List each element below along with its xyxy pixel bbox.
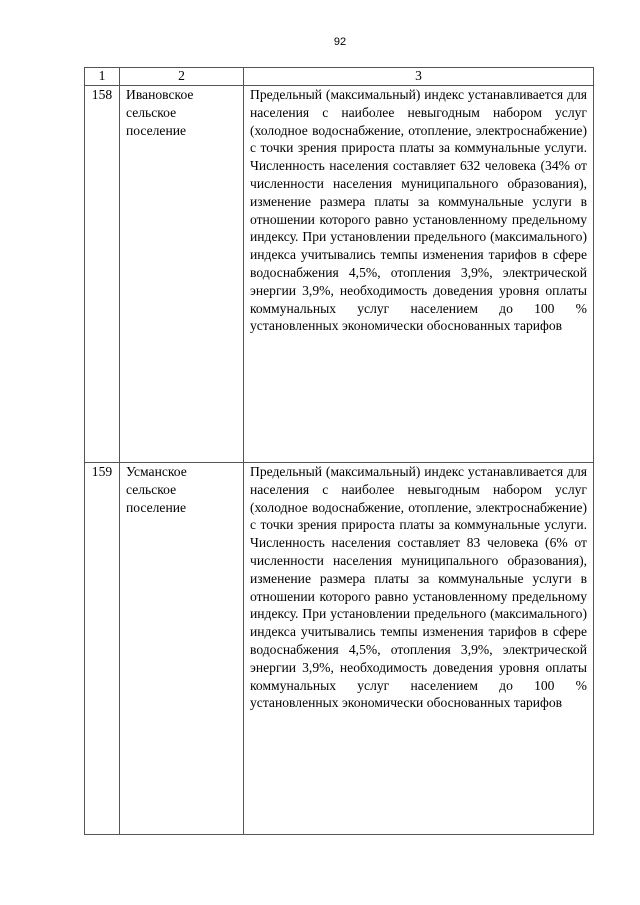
description-text: Предельный (максимальный) индекс устанавливается для населения с наиболее невыгодным набором услуг (холодное водоснабжение, отопление, электроснабжение) с точки зрения прироста платы за коммунальные услуги. Численность населения составляет 83 человека (6% от численности населения муниципального образования), изменение размера платы за коммунальные услуги в отношении которого равно установленному предельному индексу. При установлении предельного (максимального) индекса учитывались темпы изменения тарифов в сфере водоснабжения 4,5%, отопления 3,9%, электрической энергии 3,9%, необходимость доведения уровня оплаты коммунальных услуг населением до 100 % установленных экономически обоснованных тарифов [250, 464, 587, 711]
column-header-2: 2 [120, 68, 244, 86]
settlement-name-cell [120, 86, 244, 463]
table-header-row [85, 68, 594, 86]
table-row [85, 463, 594, 835]
page-number: 92 [333, 36, 347, 48]
row-number-cell [85, 463, 120, 835]
column-header-3: 3 [244, 68, 594, 86]
row-number-cell [85, 86, 120, 463]
description-cell [244, 86, 594, 463]
settlement-name: Ивановское сельское поселение [126, 87, 194, 138]
tariff-index-table [84, 67, 594, 835]
row-number: 158 [91, 87, 113, 102]
table-row [85, 86, 594, 463]
description-cell [244, 463, 594, 835]
column-header-1: 1 [85, 68, 120, 86]
settlement-name-cell [120, 463, 244, 835]
row-number: 159 [91, 464, 113, 479]
description-text: Предельный (максимальный) индекс устанавливается для населения с наиболее невыгодным набором услуг (холодное водоснабжение, отопление, электроснабжение) с точки зрения прироста платы за коммунальные услуги. Численность населения составляет 632 человека (34% от численности населения муниципального образования), изменение размера платы за коммунальные услуги в отношении которого равно установленному предельному индексу. При установлении предельного (максимального) индекса учитывались темпы изменения тарифов в сфере водоснабжения 4,5%, отопления 3,9%, электрической энергии 3,9%, необходимость доведения уровня оплаты коммунальных услуг населением до 100 % установленных экономически обоснованных тарифов [250, 87, 587, 334]
settlement-name: Усманское сельское поселение [126, 464, 187, 515]
